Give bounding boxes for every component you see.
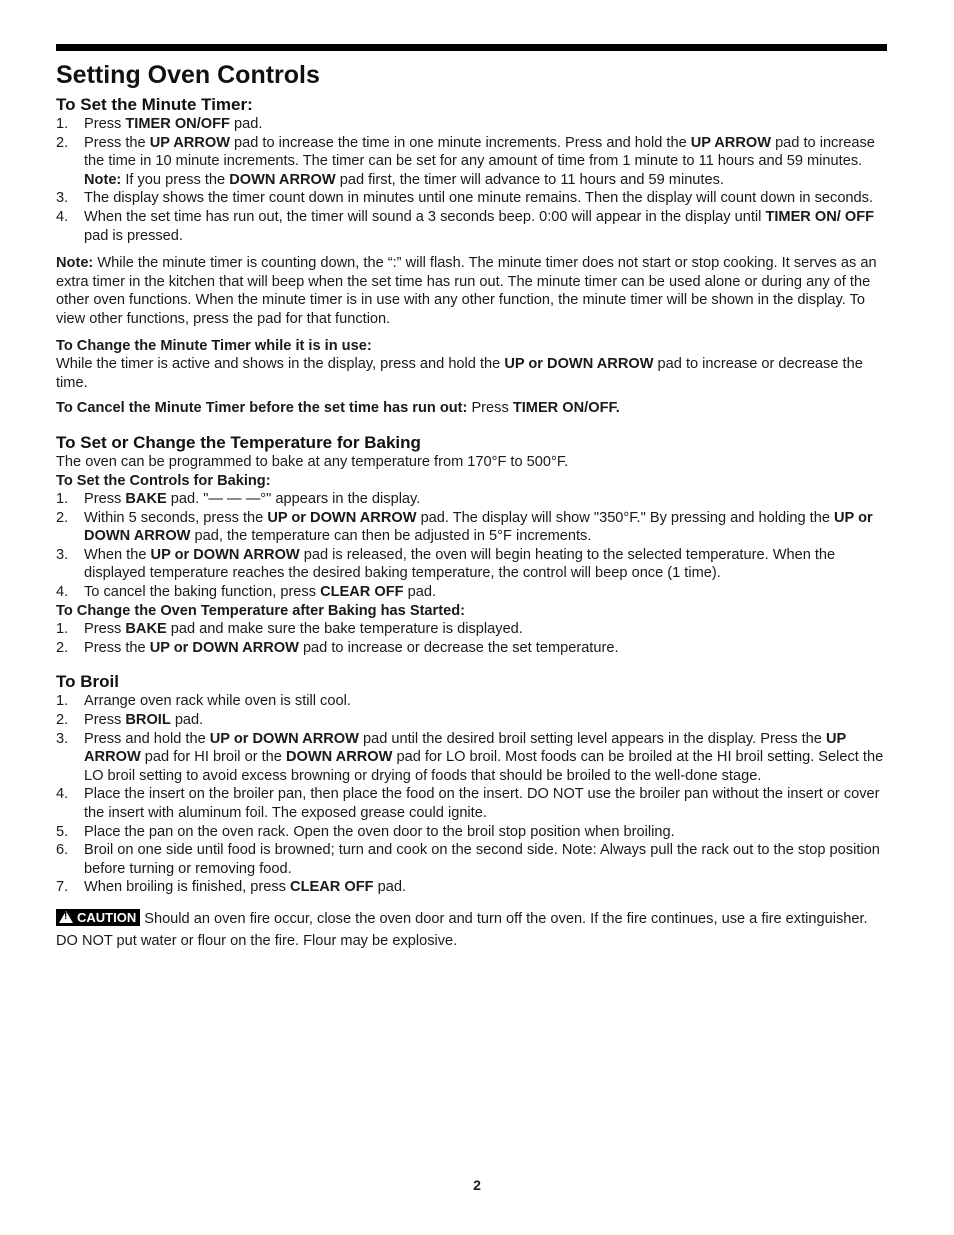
cancel-timer-text bbox=[56, 399, 887, 418]
text-run: Press and hold the bbox=[84, 730, 210, 747]
list-number: 2. bbox=[56, 134, 69, 151]
minute-timer-note bbox=[56, 254, 887, 328]
list-number: 3. bbox=[56, 546, 69, 563]
text-run: Press bbox=[467, 400, 513, 417]
text-run: pad, the temperature can then be adjusted in 5°F increments. bbox=[190, 528, 592, 545]
list-number: 2. bbox=[56, 509, 69, 526]
list-number: 1. bbox=[56, 693, 69, 710]
bold-text: BAKE bbox=[125, 491, 167, 508]
text-run: Press bbox=[84, 712, 126, 729]
list-number: 3. bbox=[56, 190, 69, 207]
caution-paragraph bbox=[56, 908, 887, 952]
text-run: pad. bbox=[373, 879, 407, 896]
list-item bbox=[56, 730, 887, 786]
bold-text: UP ARROW bbox=[149, 134, 230, 151]
list-item bbox=[56, 546, 887, 583]
list-item bbox=[56, 208, 887, 245]
baking-heading: To Set or Change the Temperature for Baking bbox=[56, 432, 421, 452]
change-temp-heading: To Change the Oven Temperature after Baking has Started: bbox=[56, 602, 465, 619]
change-timer-text bbox=[56, 355, 887, 392]
list-number: 2. bbox=[56, 712, 69, 729]
text-run: Within 5 seconds, press the bbox=[84, 509, 268, 526]
list-item bbox=[56, 823, 887, 842]
text-run: pad. The display will show "350°F." By pressing and holding the bbox=[416, 509, 835, 526]
bold-text: TIMER ON/ OFF bbox=[765, 208, 875, 225]
text-run: When the bbox=[84, 546, 151, 563]
text-run: Place the pan on the oven rack. Open the oven door to the broil stop position when broiling. bbox=[84, 823, 675, 840]
bold-text: UP or DOWN ARROW bbox=[84, 509, 873, 545]
text-run: pad to increase the time in one minute increments. Press and hold the bbox=[229, 134, 691, 151]
list-number: 5. bbox=[56, 823, 69, 840]
text-run: Press the bbox=[84, 639, 150, 656]
list-number: 6. bbox=[56, 842, 69, 859]
text-run: When broiling is finished, press bbox=[84, 879, 291, 896]
warning-triangle-icon bbox=[59, 911, 73, 923]
bold-text: UP or DOWN ARROW bbox=[504, 356, 654, 373]
text-run: When the set time has run out, the timer will sound a 3 seconds beep. 0:00 will appear in the display until bbox=[84, 208, 766, 225]
text-run: pad first, the timer will advance to 11 hours and 59 minutes. bbox=[335, 171, 724, 188]
bold-text: CLEAR OFF bbox=[320, 584, 404, 601]
text-run: pad. bbox=[229, 116, 263, 132]
text-run: pad until the desired broil setting level appears in the display. Press the bbox=[358, 730, 826, 747]
text-run: pad to increase or decrease the time. bbox=[56, 356, 863, 391]
bold-text: Note: bbox=[56, 255, 94, 272]
text-run: pad is released, the oven will begin heating to the selected temperature. When the displayed temperature reaches the desired baking temperature, the control will beep once (1 time). bbox=[84, 546, 836, 582]
caution-text: Should an oven fire occur, close the oven door and turn off the oven. If the fire continues, use a fire extinguisher. DO NOT put water or flour on the fire. Flour may be explosive. bbox=[56, 910, 868, 949]
change-temp-steps bbox=[56, 620, 887, 657]
list-number: 1. bbox=[56, 116, 69, 132]
bold-text: DOWN ARROW bbox=[229, 171, 336, 188]
text-run: While the timer is active and shows in the display, press and hold the bbox=[56, 356, 505, 373]
text-run: The display shows the timer count down in minutes until one minute remains. Then the display will count down in seconds. bbox=[84, 190, 874, 207]
minute-timer-heading: To Set the Minute Timer: bbox=[56, 95, 253, 114]
text-run: pad. "— — —°" appears in the display. bbox=[166, 491, 421, 508]
page-number: 2 bbox=[473, 1177, 481, 1193]
bold-text: DOWN ARROW bbox=[285, 749, 393, 766]
page-title: Setting Oven Controls bbox=[56, 61, 320, 89]
bold-text: Note: bbox=[84, 171, 122, 188]
list-number: 4. bbox=[56, 786, 69, 803]
bold-text: CLEAR OFF bbox=[290, 879, 374, 896]
text-run: To cancel the baking function, press bbox=[84, 584, 321, 601]
bold-text: UP ARROW bbox=[690, 134, 772, 151]
bold-text: BROIL bbox=[125, 712, 171, 729]
list-item bbox=[56, 189, 887, 208]
page-content bbox=[56, 60, 887, 952]
list-item bbox=[56, 509, 887, 546]
text-run: If you press the bbox=[121, 171, 230, 188]
text-run: pad. bbox=[403, 584, 437, 601]
list-item bbox=[56, 490, 887, 509]
list-item bbox=[56, 878, 887, 897]
change-timer-heading: To Change the Minute Timer while it is in use: bbox=[56, 337, 372, 354]
baking-steps bbox=[56, 490, 887, 602]
text-run: pad and make sure the bake temperature is displayed. bbox=[166, 621, 523, 638]
list-item bbox=[56, 785, 887, 822]
broil-steps bbox=[56, 692, 887, 897]
bold-text: TIMER ON/OFF bbox=[125, 116, 230, 132]
text-run: pad for HI broil or the bbox=[140, 749, 286, 766]
list-item bbox=[56, 134, 887, 190]
top-rule bbox=[56, 44, 887, 51]
list-number: 3. bbox=[56, 730, 69, 747]
text-run: pad. bbox=[170, 712, 204, 729]
text-run: Press bbox=[84, 116, 126, 132]
list-number: 7. bbox=[56, 879, 69, 896]
list-number: 2. bbox=[56, 639, 69, 656]
text-run: pad to increase or decrease the set temperature. bbox=[298, 639, 619, 656]
list-item bbox=[56, 115, 887, 134]
text-run: pad to increase the time in 10 minute increments. The timer can be set for any amount of time from 1 minute to 11 hours and 59 minutes. bbox=[84, 134, 875, 170]
list-item bbox=[56, 583, 887, 602]
bold-text: UP ARROW bbox=[84, 730, 846, 766]
text-run: Arrange oven rack while oven is still cool. bbox=[84, 693, 351, 710]
bold-text: TIMER ON/OFF. bbox=[512, 400, 620, 417]
bold-text: UP or DOWN ARROW bbox=[267, 509, 417, 526]
broil-heading: To Broil bbox=[56, 672, 119, 692]
minute-timer-steps bbox=[56, 115, 887, 245]
baking-intro: The oven can be programmed to bake at any temperature from 170°F to 500°F. bbox=[56, 453, 569, 470]
caution-label: CAUTION bbox=[77, 909, 137, 925]
list-item bbox=[56, 841, 887, 878]
list-number: 4. bbox=[56, 584, 69, 601]
text-run: Press the bbox=[84, 134, 150, 151]
bold-text: BAKE bbox=[125, 621, 167, 638]
list-item bbox=[56, 692, 887, 711]
caution-badge bbox=[56, 909, 140, 926]
list-item bbox=[56, 639, 887, 658]
list-number: 4. bbox=[56, 208, 69, 225]
list-number: 1. bbox=[56, 491, 69, 508]
text-run: While the minute timer is counting down, the “:” will flash. The minute timer does not start or stop cooking. It serves as an extra timer in the kitchen that will beep when the set time has run out. The minute timer can be used alone or during any of the other oven functions. When the minute timer is in use with any other function, the minute timer will be shown in the display. To view other functions, press the pad for that function. bbox=[56, 255, 877, 327]
bold-text: UP or DOWN ARROW bbox=[150, 546, 300, 563]
bold-text: UP or DOWN ARROW bbox=[149, 639, 299, 656]
bold-text: UP or DOWN ARROW bbox=[209, 730, 359, 747]
bold-text: To Cancel the Minute Timer before the set time has run out: bbox=[56, 400, 468, 417]
text-run: Press bbox=[84, 491, 126, 508]
text-run: pad for LO broil. Most foods can be broiled at the HI broil setting. Select the LO broil setting to avoid excess browning or drying of foods that should be broiled to the well-done stage. bbox=[84, 749, 884, 784]
text-run: Broil on one side until food is browned; turn and cook on the second side. Note: Always pull the rack out to the stop position before turning or removing food. bbox=[84, 842, 880, 877]
list-item bbox=[56, 711, 887, 730]
list-item bbox=[56, 620, 887, 639]
text-run: Press bbox=[84, 621, 126, 638]
text-run: Place the insert on the broiler pan, then place the food on the insert. DO NOT use the broiler pan without the insert or cover the insert with aluminum foil. The exposed grease could ignite. bbox=[84, 786, 880, 821]
baking-controls-heading: To Set the Controls for Baking: bbox=[56, 472, 271, 489]
list-number: 1. bbox=[56, 621, 69, 638]
text-run: pad is pressed. bbox=[84, 227, 183, 244]
